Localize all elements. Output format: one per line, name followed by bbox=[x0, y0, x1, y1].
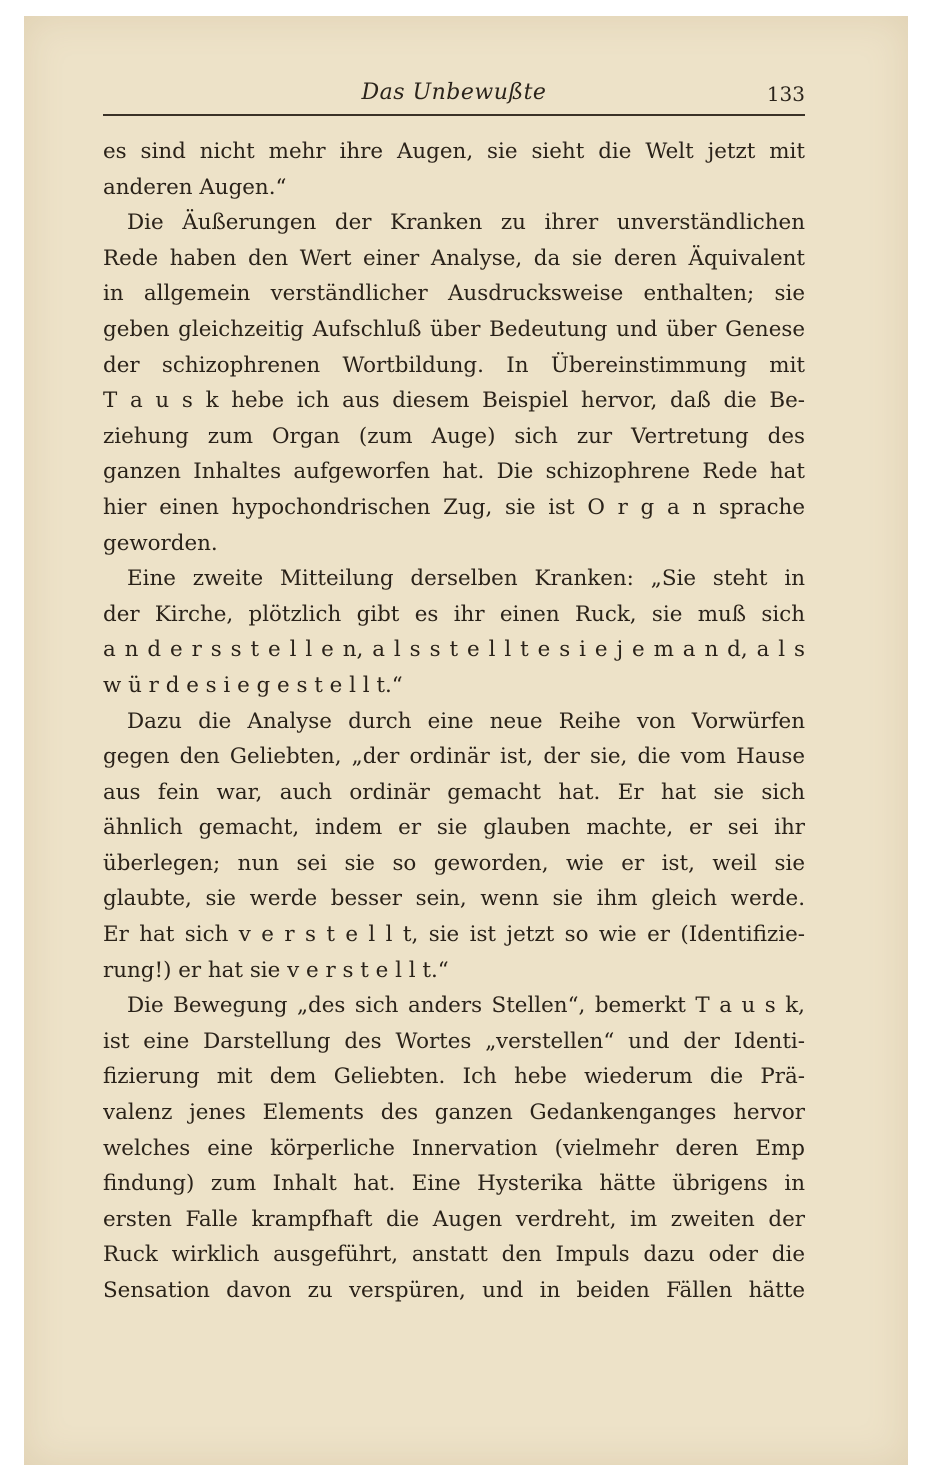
page-number: 133 bbox=[766, 82, 805, 106]
text-line: w ü r d e s i e g e s t e l l t.“ bbox=[103, 672, 403, 698]
text-line: ziehung zum Organ (zum Auge) sich zur Vertretung des bbox=[103, 423, 805, 449]
body-text bbox=[103, 134, 805, 1309]
text-line: es sind nicht mehr ihre Augen, sie sieht die Welt jetzt mit bbox=[103, 139, 805, 164]
text-line: Sensation davon zu verspüren, und in beiden Fällen hätte bbox=[103, 1278, 805, 1303]
text-line: Ruck wirklich ausgeführt, anstatt den Impuls dazu oder die bbox=[103, 1242, 805, 1268]
text-line: geben gleichzeitig Aufschluß über Bedeutung und über Genese bbox=[103, 316, 805, 342]
text-line: welches eine körperliche Innervation (vielmehr deren Emp bbox=[103, 1135, 805, 1161]
text-line: der schizophrenen Wortbildung. In Übereinstimmung mit bbox=[103, 352, 805, 378]
text-line: T a u s k hebe ich aus diesem Beispiel hervor, daß die Be- bbox=[103, 388, 805, 414]
text-line: rung!) er hat sie v e r s t e l l t.“ bbox=[103, 957, 449, 983]
text-line: Eine zweite Mitteilung derselben Kranken: „Sie steht in bbox=[127, 566, 805, 592]
text-line: valenz jenes Elements des ganzen Gedankenganges hervor bbox=[103, 1100, 805, 1126]
text-line: glaubte, sie werde besser sein, wenn sie ihm gleich werde. bbox=[103, 886, 805, 912]
text-line: fizierung mit dem Geliebten. Ich hebe wiederum die Prä- bbox=[103, 1064, 805, 1090]
page-header bbox=[103, 78, 805, 116]
text-line: ist eine Darstellung des Wortes „verstellen“ und der Identi- bbox=[103, 1028, 805, 1054]
text-line: Er hat sich v e r s t e l l t, sie ist jetzt so wie er (Identifizie- bbox=[103, 922, 805, 948]
text-line: Rede haben den Wert einer Analyse, da sie deren Äquivalent bbox=[103, 245, 805, 271]
text-line: hier einen hypochondrischen Zug, sie ist O r g a n sprache bbox=[103, 494, 805, 520]
text-line: findung) zum Inhalt hat. Eine Hysterika hätte übrigens in bbox=[103, 1171, 805, 1197]
text-line: Die Bewegung „des sich anders Stellen“, bemerkt T a u s k, bbox=[127, 993, 805, 1019]
text-line: Die Äußerungen der Kranken zu ihrer unverständlichen bbox=[127, 210, 805, 236]
text-line: ganzen Inhaltes aufgeworfen hat. Die schizophrene Rede hat bbox=[103, 459, 805, 485]
text-line: der Kirche, plötzlich gibt es ihr einen Ruck, sie muß sich bbox=[103, 601, 805, 627]
text-line: Dazu die Analyse durch eine neue Reihe von Vorwürfen bbox=[127, 708, 805, 734]
text-line: ersten Falle krampfhaft die Augen verdreht, im zweiten der bbox=[103, 1206, 805, 1232]
text-line: anderen Augen.“ bbox=[103, 174, 287, 200]
text-line: a n d e r s s t e l l e n, a l s s t e l l t e s i e j e m a n d, a l s bbox=[103, 637, 805, 663]
text-line: aus fein war, auch ordinär gemacht hat. Er hat sie sich bbox=[103, 779, 805, 805]
text-line: geworden. bbox=[103, 530, 218, 556]
text-line: ähnlich gemacht, indem er sie glauben machte, er sei ihr bbox=[103, 815, 805, 841]
text-line: überlegen; nun sei sie so geworden, wie er ist, weil sie bbox=[103, 850, 805, 876]
text-line: gegen den Geliebten, „der ordinär ist, der sie, die vom Hause bbox=[103, 744, 805, 770]
text-line: in allgemein verständlicher Ausdrucksweise enthalten; sie bbox=[103, 281, 805, 307]
running-title: Das Unbewußte bbox=[361, 80, 547, 105]
